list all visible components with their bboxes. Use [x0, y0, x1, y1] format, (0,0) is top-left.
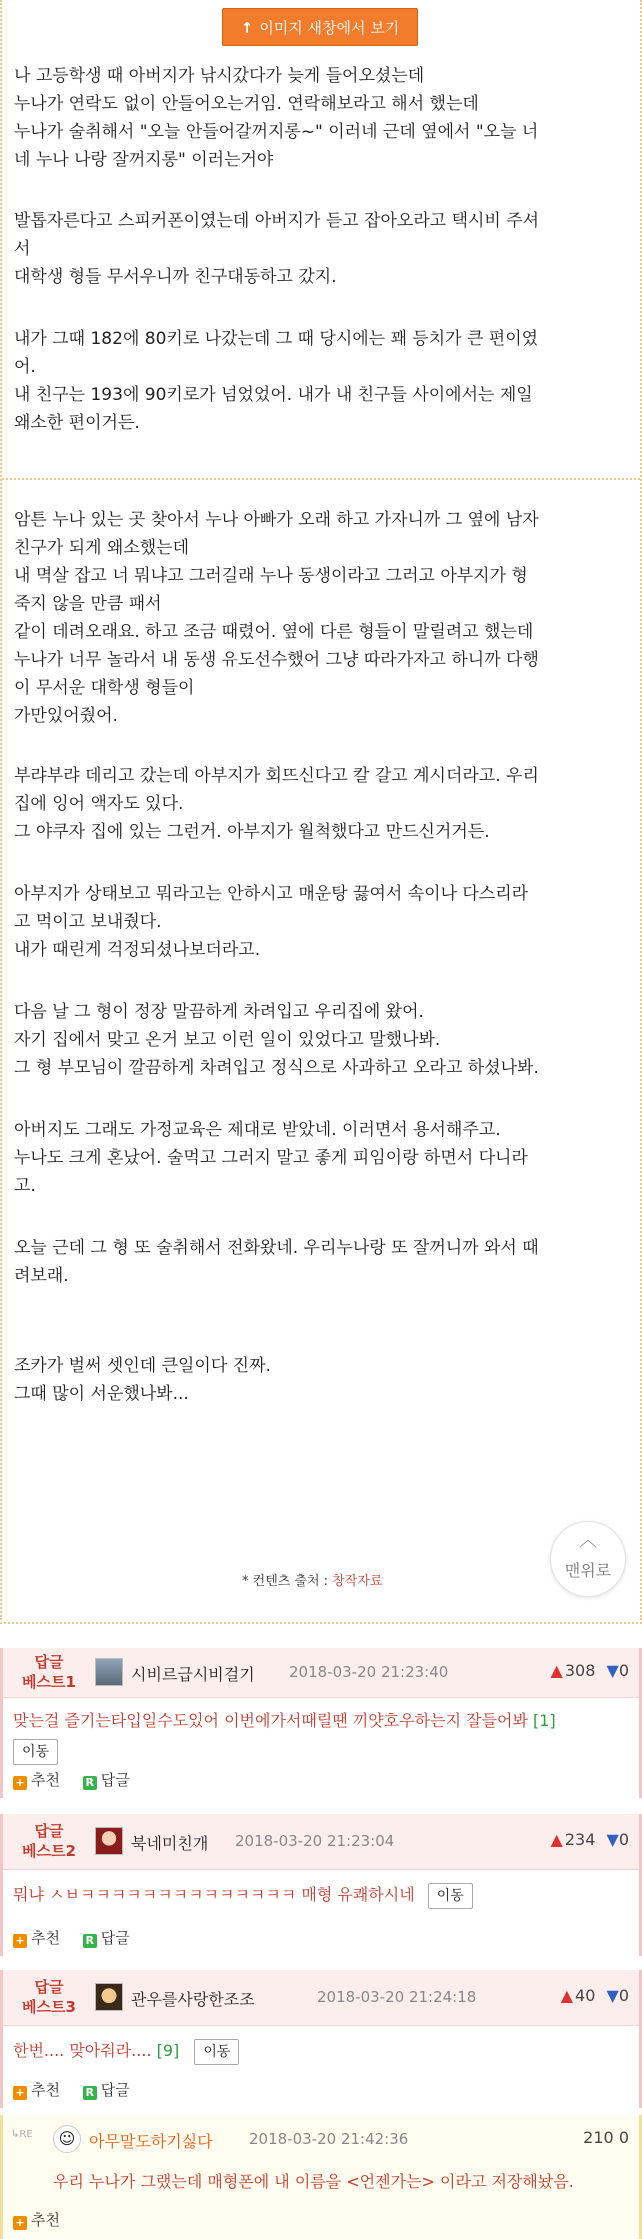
comment-text: 우리 누나가 그랬는데 매형폰에 내 이름을 <언젠가는> 이라고 저장해놨음. — [53, 2172, 574, 2191]
best-comment-2 — [0, 1814, 642, 1956]
best-badge: 답글 베스트1 — [22, 1653, 76, 1691]
reply-button[interactable]: R 답글 — [83, 2079, 130, 2100]
comment-actions — [13, 1769, 148, 1790]
comment-date: 2018-03-20 21:24:18 — [317, 1988, 477, 2006]
comment-nickname[interactable]: 관우를사랑한조조 — [131, 1990, 255, 2009]
recommend-button[interactable]: + 추천 — [13, 2079, 60, 2100]
reply-count: [9] — [156, 2041, 180, 2060]
comment-body — [3, 1698, 639, 1765]
post-line: 오늘 근데 그 형 또 술취해서 전화왔네. 우리누나랑 또 잘꺼니까 와서 때 — [14, 1238, 539, 1258]
plus-icon: + — [13, 2086, 27, 2100]
post-line: 친구가 되게 왜소했는데 — [14, 538, 190, 558]
comment-nickname[interactable]: 시비르급시비걸기 — [131, 1665, 255, 1684]
comment-text: 뭐냐 ㅅㅂㅋㅋㅋㅋㅋㅋㅋㅋㅋㅋㅋㅋㅋㅋ 매형 유쾌하시네 — [13, 1885, 415, 1904]
post-line: 어. — [14, 357, 36, 377]
post-line: 왜소한 편이거든. — [14, 413, 140, 433]
comment-votes: 210 0 — [583, 2128, 629, 2147]
reply-button[interactable]: R 답글 — [83, 1769, 130, 1790]
post-line: 암튼 누나 있는 곳 찾아서 누나 아빠가 오래 하고 가자니까 그 옆에 남자 — [14, 510, 539, 530]
move-button[interactable]: 이동 — [194, 2039, 239, 2065]
post-line: 아버지도 그래도 가정교육은 제대로 받았네. 이러면서 용서해주고. — [14, 1120, 501, 1140]
avatar: ☺ — [53, 2125, 81, 2153]
post-line: 같이 데려오래요. 하고 조금 때렸어. 옆에 다른 형들이 말릴려고 했는데 — [14, 622, 534, 642]
comment-votes: ▲ 40 ▼0 — [560, 1986, 629, 2005]
avatar — [95, 1658, 123, 1686]
thumbs-up-icon[interactable]: ▲ — [560, 1986, 574, 2005]
post-line: 네 누나 나랑 잘꺼지롱" 이러는거야 — [14, 150, 274, 170]
post-line: 내가 그때 182에 80키로 나갔는데 그 때 당시에는 꽤 등치가 큰 편이였 — [14, 329, 539, 349]
comment-text: 맞는걸 즐기는타입일수도있어 이번에가서때릴땐 끼얏호우하는지 잘들어봐 — [13, 1711, 528, 1730]
comment-body — [3, 1870, 639, 1909]
plus-icon: + — [13, 1934, 27, 1948]
post-line: 고 먹이고 보내줬다. — [14, 912, 162, 932]
move-button[interactable]: 이동 — [428, 1883, 473, 1909]
post-line: 그 형 부모님이 깔끔하게 차려입고 정식으로 사과하고 오라고 하셨나봐. — [14, 1058, 539, 1078]
comment-body — [3, 2026, 639, 2065]
plus-icon: + — [13, 2216, 27, 2230]
reply-count: [1] — [533, 1711, 556, 1730]
comment-header — [3, 1814, 639, 1870]
avatar — [95, 1827, 123, 1855]
best-badge: 답글 베스트2 — [22, 1822, 76, 1860]
thumbs-up-icon[interactable]: ▲ — [550, 1830, 563, 1849]
post-line: 나 고등학생 때 아버지가 낚시갔다가 늦게 들어오셨는데 — [14, 66, 425, 86]
reply-comment — [0, 2115, 642, 2239]
best-comment-3 — [0, 1970, 642, 2108]
comment-header — [3, 1970, 639, 2026]
comment-actions — [13, 2209, 78, 2230]
chevron-up-icon: ︿ — [579, 1530, 597, 1551]
thumbs-down-icon[interactable]: ▼ — [606, 1661, 619, 1680]
post-line: 그때 많이 서운했나봐... — [14, 1384, 189, 1404]
thumbs-down-icon[interactable]: ▼ — [606, 1986, 619, 2005]
post-line: 죽지 않을 만큼 패서 — [14, 594, 162, 614]
post-line: 누나가 술취해서 "오늘 안들어갈꺼지롱~" 이러네 근데 옆에서 "오늘 너 — [14, 122, 539, 142]
post-line: 내 멱살 잡고 너 뭐냐고 그러길래 누나 동생이라고 그러고 아부지가 형 — [14, 566, 528, 586]
post-line: 조카가 벌써 셋인데 큰일이다 진짜. — [14, 1356, 271, 1376]
post-line: 다음 날 그 형이 정장 말끔하게 차려입고 우리집에 왔어. — [14, 1002, 424, 1022]
source-link[interactable]: 창작자료 — [332, 1574, 383, 1589]
reply-icon: R — [83, 1776, 97, 1790]
move-button[interactable]: 이동 — [13, 1739, 58, 1765]
comment-actions — [13, 2079, 148, 2100]
post-line: 그 야쿠자 집에 있는 그런거. 아부지가 월척했다고 만드신거거든. — [14, 822, 490, 842]
recommend-button[interactable]: + 추천 — [13, 2209, 60, 2230]
comment-date: 2018-03-20 21:23:40 — [289, 1663, 449, 1681]
post-line: 고. — [14, 1176, 36, 1196]
post-line: 누나가 너무 놀라서 내 동생 유도선수했어 그냥 따라가자고 하니까 다행 — [14, 650, 539, 670]
post-line: 려보래. — [14, 1266, 69, 1286]
post-line: 누나도 크게 혼났어. 술먹고 그러지 말고 좋게 피임이랑 하면서 다니라 — [14, 1148, 528, 1168]
content-source: * 컨텐츠 출처 : 창작자료 — [242, 1574, 383, 1589]
post-line: 대학생 형들 무서우니까 친구대동하고 갔지. — [14, 267, 337, 287]
comment-votes: ▲ 308 ▼0 — [550, 1661, 629, 1680]
post-line: 내가 때린게 걱정되셨나보더라고. — [14, 940, 261, 960]
reply-icon: R — [83, 2086, 97, 2100]
view-image-new-window-button[interactable]: ↑ 이미지 새창에서 보기 — [222, 8, 418, 46]
thumbs-up-icon[interactable]: ▲ — [550, 1661, 563, 1680]
post-top-section — [2, 0, 640, 480]
comment-text: 한번.... 맞아줘라.... — [13, 2041, 152, 2060]
post-line: 부랴부랴 데리고 갔는데 아부지가 회뜨신다고 칼 갈고 계시더라고. 우리 — [14, 766, 539, 786]
post-line: 아부지가 상태보고 뭐라고는 안하시고 매운탕 끓여서 속이나 다스리라 — [14, 884, 529, 904]
post-line: 집에 잉어 액자도 있다. — [14, 794, 184, 814]
comment-nickname[interactable]: 북네미친개 — [131, 1834, 209, 1853]
avatar — [95, 1983, 123, 2011]
reply-icon: R — [83, 1934, 97, 1948]
recommend-button[interactable]: + 추천 — [13, 1927, 60, 1948]
arrow-up-icon: ↑ — [240, 19, 254, 37]
comment-actions — [13, 1927, 148, 1948]
post-line: 내 친구는 193에 90키로가 넘었었어. 내가 내 친구들 사이에서는 제일 — [14, 385, 533, 405]
post-line: 이 무서운 대학생 형들이 — [14, 678, 195, 698]
reply-button[interactable]: R 답글 — [83, 1927, 130, 1948]
post-line: 자기 집에서 맞고 온거 보고 이런 일이 있었다고 말했나봐. — [14, 1030, 441, 1050]
comment-votes: ▲ 234 ▼0 — [550, 1830, 629, 1849]
divider — [0, 1622, 642, 1624]
recommend-button[interactable]: + 추천 — [13, 1769, 60, 1790]
comment-date: 2018-03-20 21:42:36 — [249, 2130, 409, 2148]
thumbs-down-icon[interactable]: ▼ — [606, 1830, 619, 1849]
post-line: 가만있어줬어. — [14, 706, 118, 726]
comment-nickname[interactable]: 아무말도하기싫다 — [89, 2132, 213, 2151]
comment-header — [3, 1648, 639, 1698]
scroll-to-top-button[interactable]: ︿ 맨위로 — [550, 1521, 626, 1597]
post-line: 서 — [14, 239, 31, 259]
best-badge: 답글 베스트3 — [22, 1978, 76, 2016]
post-line: 누나가 연락도 없이 안들어오는거임. 연락해보라고 해서 했는데 — [14, 94, 479, 114]
plus-icon: + — [13, 1776, 27, 1790]
reply-arrow-icon: ↳RE — [11, 2129, 33, 2140]
post-line: 발톱자른다고 스피커폰이였는데 아버지가 듣고 잡아오라고 택시비 주셔 — [14, 211, 540, 231]
best-comment-1 — [0, 1648, 642, 1798]
comment-date: 2018-03-20 21:23:04 — [235, 1832, 395, 1850]
